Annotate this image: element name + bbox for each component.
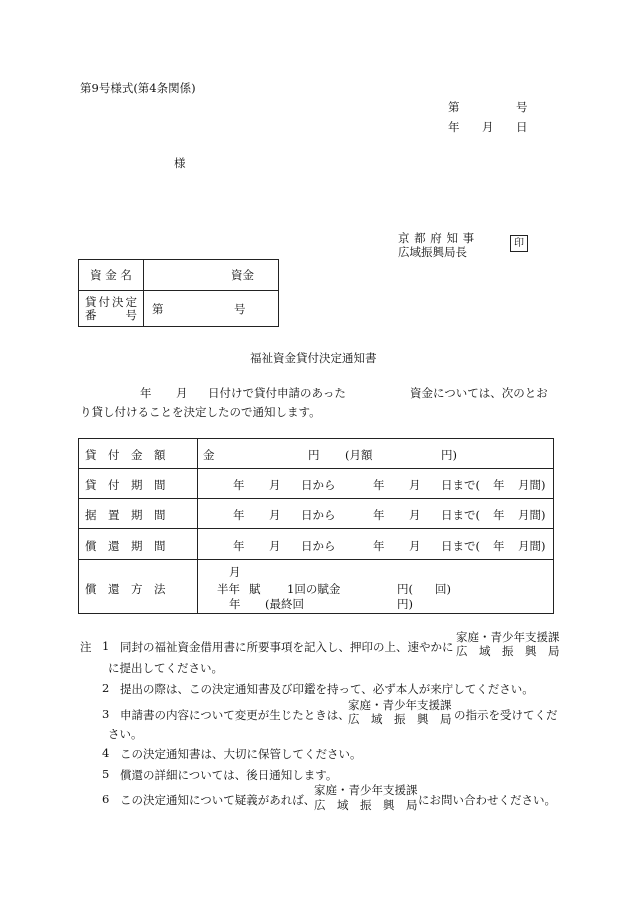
document-title: 福祉資金貸付決定通知書 (250, 351, 377, 365)
loan-period-to-month: 月 (409, 478, 421, 492)
repayment-period-to-day: 日まで( (441, 539, 480, 553)
issuer-governor: 京 都 府 知 事 (398, 231, 475, 245)
grace-period-to-year: 年 (373, 508, 385, 522)
date-day: 日 (516, 120, 528, 134)
fund-name-label: 資 金 名 (79, 260, 144, 291)
fund-name-value: 資金 (144, 260, 279, 291)
decision-number-value (144, 291, 279, 327)
decision-number-label (79, 291, 144, 327)
form-id: 第9号様式(第4条関係) (80, 81, 196, 95)
installment-yen: 円( (397, 582, 413, 596)
note1-dept-b: 広 域 振 興 局 (456, 644, 560, 658)
repayment-period-months: 月間) (518, 539, 546, 553)
method-halfyear: 半年 (217, 582, 240, 596)
monthly-open: (月額 (345, 448, 373, 462)
decision-number-label-b: 番 号 (85, 307, 137, 322)
loan-period-to-day: 日まで( (441, 478, 480, 492)
amount-yen: 円 (308, 448, 320, 462)
decision-number-prefix: 第 (152, 302, 164, 316)
loan-amount-label: 貸 付 金 額 (85, 448, 166, 462)
method-monthly: 月 (229, 565, 241, 579)
intro-fund-text: 資金については、次のとお (410, 386, 548, 400)
final-installment-label: (最終回 (265, 597, 304, 611)
installment-label: 1回の賦金 (287, 582, 341, 596)
note3-dept-a: 家庭・青少年支援課 (348, 698, 452, 712)
note4-text: この決定通知書は、大切に保管してください。 (120, 747, 362, 761)
note6-dept-b: 広 域 振 興 局 (314, 798, 418, 812)
loan-period-years: 年 (493, 478, 505, 492)
seal-mark: 印 (510, 235, 528, 252)
note6-number: 6 (102, 792, 110, 806)
intro-line2: り貸し付けることを決定したので通知します。 (80, 405, 321, 419)
date-year: 年 (448, 120, 460, 134)
note6-text: この決定通知について疑義があれば、 (120, 793, 316, 807)
note3-text: 申請書の内容について変更が生じたときは、 (120, 708, 350, 722)
note2-text: 提出の際は、この決定通知書及び印鑑を持って、必ず本人が来庁してください。 (120, 682, 534, 696)
final-installment-yen: 円) (397, 597, 413, 611)
loan-period-from-year: 年 (233, 478, 245, 492)
intro-month: 月 (176, 386, 188, 400)
grace-period-to-day: 日まで( (441, 508, 480, 522)
notes-marker: 注 (80, 640, 92, 654)
repayment-period-years: 年 (493, 539, 505, 553)
installment-count: 回) (435, 582, 451, 596)
note1-number: 1 (102, 639, 110, 653)
grace-period-months: 月間) (518, 508, 546, 522)
note1-continuation: に提出してください。 (108, 661, 223, 675)
loan-period-from-month: 月 (269, 478, 281, 492)
note2-number: 2 (102, 681, 110, 695)
decision-number-suffix: 号 (234, 302, 246, 316)
repayment-period-from-day: 日から (301, 539, 336, 553)
number-prefix: 第 (448, 100, 460, 114)
note3-number: 3 (102, 707, 110, 721)
note1-dept-a: 家庭・青少年支援課 (456, 630, 560, 644)
note4-number: 4 (102, 746, 110, 760)
method-yearly: 年 (229, 597, 241, 611)
method-fu: 賦 (249, 582, 261, 596)
monthly-yen: 円) (441, 448, 457, 462)
loan-period-label: 貸 付 期 間 (85, 478, 166, 492)
note3-tail: の指示を受けてくだ (454, 708, 558, 722)
grace-period-from-month: 月 (269, 508, 281, 522)
repayment-period-from-year: 年 (233, 539, 245, 553)
fund-box (78, 259, 279, 327)
grace-period-from-day: 日から (301, 508, 336, 522)
note6-tail: にお問い合わせください。 (418, 793, 556, 807)
repayment-period-to-month: 月 (409, 539, 421, 553)
recipient-honorific: 様 (174, 156, 186, 170)
grace-period-from-year: 年 (233, 508, 245, 522)
repayment-method-label: 償 還 方 法 (85, 582, 166, 596)
date-month: 月 (482, 120, 494, 134)
note5-number: 5 (102, 767, 110, 781)
note3-continuation: さい。 (108, 727, 143, 741)
decision-number-label-a: 貸付決定 (85, 294, 137, 309)
amount-prefix: 金 (203, 448, 215, 462)
loan-period-months: 月間) (518, 478, 546, 492)
loan-period-from-day: 日から (301, 478, 336, 492)
repayment-period-label: 償 還 期 間 (85, 539, 166, 553)
issuer-bureau: 広域振興局長 (398, 245, 467, 259)
note6-dept-a: 家庭・青少年支援課 (314, 783, 418, 797)
grace-period-label: 据 置 期 間 (85, 508, 166, 522)
loan-period-to-year: 年 (373, 478, 385, 492)
grace-period-years: 年 (493, 508, 505, 522)
intro-year: 年 (140, 386, 152, 400)
number-suffix: 号 (516, 100, 528, 114)
note1-text: 同封の福祉資金借用書に所要事項を記入し、押印の上、速やかに (120, 640, 454, 654)
intro-date-text: 日付けで貸付申請のあった (208, 386, 346, 400)
note5-text: 償還の詳細については、後日通知します。 (120, 768, 338, 782)
note3-dept-b: 広 域 振 興 局 (348, 712, 452, 726)
repayment-period-from-month: 月 (269, 539, 281, 553)
grace-period-to-month: 月 (409, 508, 421, 522)
details-table (78, 438, 554, 614)
repayment-period-to-year: 年 (373, 539, 385, 553)
